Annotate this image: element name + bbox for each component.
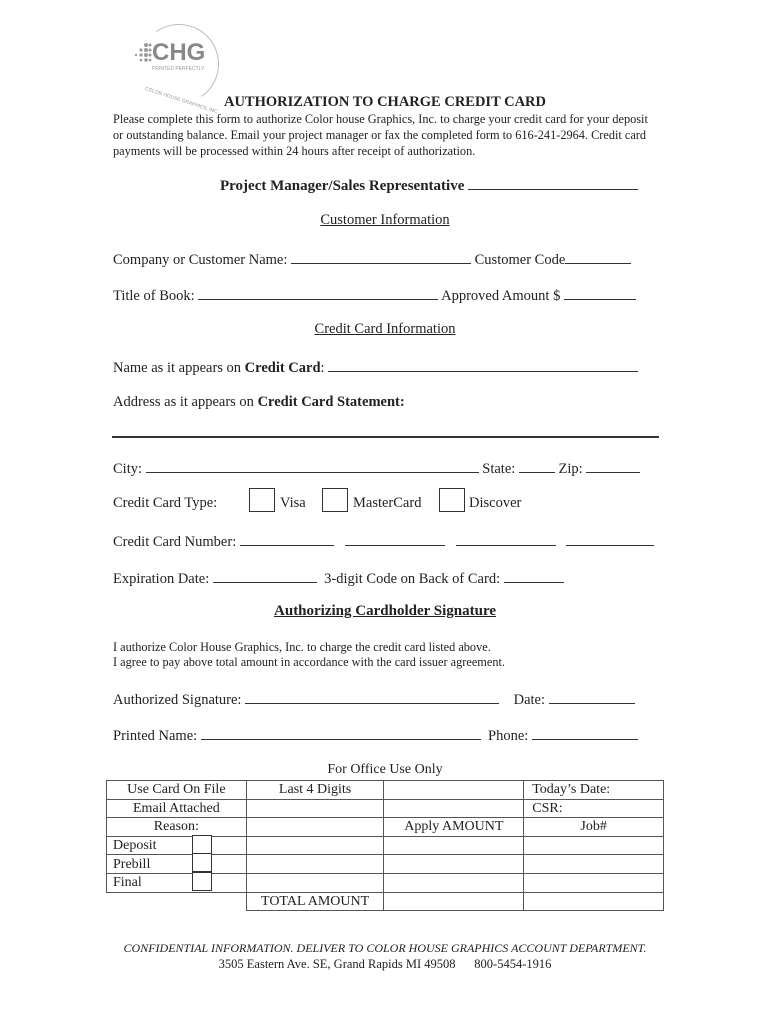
prebill-cell [107, 855, 247, 874]
final-label: Final [113, 875, 142, 891]
total-amount-value-cell[interactable] [384, 892, 524, 911]
company-logo [128, 22, 228, 116]
table-row [107, 781, 664, 800]
card-name-label: Name as it appears on [113, 360, 245, 376]
table-row [107, 818, 664, 837]
company-label: Company or Customer Name: [113, 252, 288, 268]
table-row [107, 892, 664, 911]
use-card-on-file-cell: Use Card On File [107, 781, 247, 800]
customer-code-field[interactable] [565, 249, 631, 264]
table-row [107, 836, 664, 855]
mastercard-checkbox[interactable] [322, 488, 348, 512]
card-name-row [113, 357, 638, 377]
approved-amount-field[interactable] [564, 285, 636, 300]
last-4-digits-value-cell[interactable] [384, 781, 524, 800]
card-number-field-2[interactable] [345, 531, 445, 546]
deposit-job-cell[interactable] [524, 836, 664, 855]
printed-name-row [113, 725, 638, 745]
visa-checkbox[interactable] [249, 488, 275, 512]
project-manager-row [220, 175, 638, 195]
prebill-job-cell[interactable] [524, 855, 664, 874]
project-manager-label: Project Manager/Sales Representative [220, 178, 465, 194]
deposit-checkbox[interactable] [192, 835, 212, 854]
title-row [113, 285, 636, 305]
confidential-notice: CONFIDENTIAL INFORMATION. DELIVER TO COLOR HOUSE GRAPHICS ACCOUNT DEPARTMENT. [123, 941, 647, 955]
prebill-amount-cell[interactable] [384, 855, 524, 874]
empty-cell [107, 892, 247, 911]
expiration-field[interactable] [213, 568, 317, 583]
card-number-field-3[interactable] [456, 531, 556, 546]
expiration-row [113, 568, 564, 588]
final-cell [107, 873, 247, 892]
empty-cell[interactable] [384, 799, 524, 818]
approved-amount-label: Approved Amount $ [441, 288, 561, 304]
card-name-field[interactable] [328, 357, 638, 372]
total-extra-cell[interactable] [524, 892, 664, 911]
job-number-cell: Job# [524, 818, 664, 837]
card-number-label: Credit Card Number: [113, 534, 237, 550]
title-of-book-field[interactable] [198, 285, 438, 300]
title-of-book-label: Title of Book: [113, 288, 195, 304]
office-use-heading: For Office Use Only [327, 762, 443, 777]
card-name-label-bold: Credit Card [244, 360, 321, 376]
company-row [113, 249, 631, 269]
authorization-line-2: I agree to pay above total amount in accordance with the card issuer agreement. [113, 655, 505, 669]
deposit-cell [107, 836, 247, 855]
deposit-amount-cell[interactable] [384, 836, 524, 855]
discover-checkbox[interactable] [439, 488, 465, 512]
reason-cell: Reason: [107, 818, 247, 837]
card-name-colon: : [320, 360, 325, 376]
form-title: AUTHORIZATION TO CHARGE CREDIT CARD [223, 94, 546, 110]
date-field[interactable] [549, 689, 635, 704]
prebill-label: Prebill [113, 856, 151, 872]
printed-name-label: Printed Name: [113, 728, 198, 744]
company-name-field[interactable] [291, 249, 471, 264]
visa-label: Visa [280, 495, 306, 511]
signature-row [113, 689, 635, 709]
card-number-field-4[interactable] [566, 531, 654, 546]
reason-value-cell[interactable] [246, 818, 384, 837]
signature-field[interactable] [245, 689, 499, 704]
security-code-field[interactable] [504, 568, 564, 583]
zip-field[interactable] [586, 458, 640, 473]
city-label: City: [113, 461, 143, 477]
csr-cell: CSR: [524, 799, 664, 818]
card-type-label: Credit Card Type: [113, 495, 218, 511]
final-checkbox[interactable] [192, 872, 212, 891]
logo-main-text: CHG [152, 39, 206, 66]
card-address-label-bold: Credit Card Statement: [257, 394, 405, 410]
city-row [113, 458, 640, 478]
state-field[interactable] [519, 458, 555, 473]
final-job-cell[interactable] [524, 873, 664, 892]
state-label: State: [482, 461, 516, 477]
project-manager-field[interactable] [468, 175, 638, 190]
discover-label: Discover [469, 495, 522, 511]
footer-contact [0, 957, 770, 972]
customer-code-label: Customer Code [474, 252, 566, 268]
deposit-value-cell[interactable] [246, 836, 384, 855]
card-address-field[interactable] [112, 436, 659, 438]
logo-dots-icon [130, 42, 152, 64]
intro-paragraph: Please complete this form to authorize Color house Graphics, Inc. to charge your credit card for your deposit or outstanding balance. Email your project manager or fax the completed form to 616-241-2964. Credit card payments will be processed within 24 hours after receipt of authorization. [113, 112, 648, 158]
printed-name-field[interactable] [201, 725, 481, 740]
zip-label: Zip: [558, 461, 583, 477]
email-attached-value-cell[interactable] [246, 799, 384, 818]
email-attached-cell: Email Attached [107, 799, 247, 818]
card-address-label: Address as it appears on [113, 394, 258, 410]
last-4-digits-cell: Last 4 Digits [246, 781, 384, 800]
security-code-label: 3-digit Code on Back of Card: [324, 571, 501, 587]
signature-label: Authorized Signature: [113, 692, 242, 708]
authorization-line-1: I authorize Color House Graphics, Inc. to charge the credit card listed above. [113, 640, 491, 654]
logo-tagline: PRINTED PERFECTLY [152, 66, 205, 72]
customer-info-heading: Customer Information [320, 212, 450, 228]
footer-phone: 800-5454-1916 [474, 957, 552, 971]
table-row [107, 799, 664, 818]
card-address-row [113, 394, 405, 411]
signature-heading: Authorizing Cardholder Signature [274, 603, 496, 619]
table-row [107, 873, 664, 892]
footer-address: 3505 Eastern Ave. SE, Grand Rapids MI 49508 [218, 957, 456, 971]
deposit-label: Deposit [113, 838, 157, 854]
apply-amount-cell: Apply AMOUNT [384, 818, 524, 837]
office-use-table [106, 780, 664, 911]
city-field[interactable] [146, 458, 479, 473]
card-number-field-1[interactable] [240, 531, 334, 546]
logo-arc-text: COLOR HOUSE GRAPHICS, INC. [144, 86, 220, 116]
total-amount-cell: TOTAL AMOUNT [246, 892, 384, 911]
phone-label: Phone: [488, 728, 529, 744]
table-row [107, 855, 664, 874]
card-info-heading: Credit Card Information [314, 321, 456, 337]
final-value-cell[interactable] [246, 873, 384, 892]
date-label: Date: [513, 692, 545, 708]
expiration-label: Expiration Date: [113, 571, 210, 587]
card-number-row [113, 531, 654, 551]
prebill-checkbox[interactable] [192, 853, 212, 872]
todays-date-cell: Today’s Date: [524, 781, 664, 800]
final-amount-cell[interactable] [384, 873, 524, 892]
phone-field[interactable] [532, 725, 638, 740]
prebill-value-cell[interactable] [246, 855, 384, 874]
mastercard-label: MasterCard [353, 495, 422, 511]
